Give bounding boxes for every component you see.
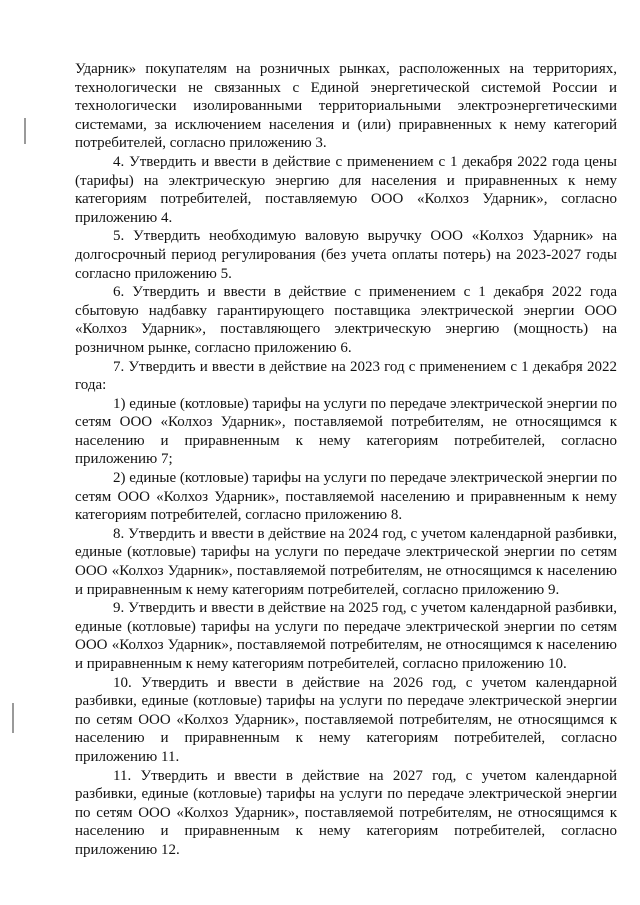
paragraph-item-7: 7. Утвердить и ввести в действие на 2023 год с применением с 1 декабря 2022 года: <box>75 358 617 394</box>
paragraph-item-6: 6. Утвердить и ввести в действие с применением с 1 декабря 2022 года сбытовую надбавку гарантирующего поставщика электрической энергии ООО «Колхоз Ударник», поставляющего электрическую энергию (мощность) на розничном рынке, согласно приложению 6. <box>75 284 617 356</box>
paragraph-item-4: 4. Утвердить и ввести в действие с применением с 1 декабря 2022 года цены (тарифы) на электрическую энергию для населения и приравненных к нему категориям потребителей, поставляемую ООО «Колхоз Ударник», согласно приложению 4. <box>75 153 617 226</box>
paragraph-item-9: 9. Утвердить и ввести в действие на 2025 год, с учетом календарной разбивки, единые (котловые) тарифы на услуги по передаче электрической энергии по сетям ООО «Колхоз Ударник», поставляемой потребителям, не относящимся к населению и приравненным к нему категориям потребителей, согласно приложению 10. <box>75 600 617 672</box>
paragraph-item-7-2: 2) единые (котловые) тарифы на услуги по передаче электрической энергии по сетям ООО «Колхоз Ударник», поставляемой населению и приравненным к нему категориям потребителей, согласно приложению 8. <box>75 470 617 524</box>
paragraph-item-7-1: 1) единые (котловые) тарифы на услуги по передаче электрической энергии по сетям ООО «Колхоз Ударник», поставляемой потребителям, не относящимся к населению и приравненным к нему категориям потребителей, согласно приложению 7; <box>75 395 617 468</box>
paragraph-continuation: Ударник» покупателям на розничных рынках, расположенных на территориях, технологически не связанных с Единой энергетической системой России и технологически изолированными территориальными электроэнергетическими системами, за исключением населения и (или) приравненных к нему категорий потребителей, согласно приложению 3. <box>75 61 617 152</box>
paragraph-item-11: 11. Утвердить и ввести в действие на 2027 год, с учетом календарной разбивки, единые (котловые) тарифы на услуги по передаче электрической энергии по сетям ООО «Колхоз Ударник», поставляемой потребителям, не относящимся к населению и приравненным к нему категориям потребителей, согласно приложению 12. <box>75 767 617 858</box>
document-page <box>75 60 617 860</box>
scan-edge-mark <box>24 118 26 144</box>
scan-edge-mark <box>12 703 14 733</box>
paragraph-item-10: 10. Утвердить и ввести в действие на 2026 год, с учетом календарной разбивки, единые (котловые) тарифы на услуги по передаче электрической энергии по сетям ООО «Колхоз Ударник», поставляемой потребителям, не относящимся к населению и приравненным к нему категориям потребителей, согласно приложению 11. <box>75 674 617 765</box>
paragraph-item-8: 8. Утвердить и ввести в действие на 2024 год, с учетом календарной разбивки, единые (котловые) тарифы на услуги по передаче электрической энергии по сетям ООО «Колхоз Ударник», поставляемой потребителям, не относящимся к населению и приравненным к нему категориям потребителей, согласно приложению 9. <box>75 525 617 598</box>
paragraph-item-5: 5. Утвердить необходимую валовую выручку ООО «Колхоз Ударник» на долгосрочный период регулирования (без учета оплаты потерь) на 2023-2027 годы согласно приложению 5. <box>75 228 617 282</box>
